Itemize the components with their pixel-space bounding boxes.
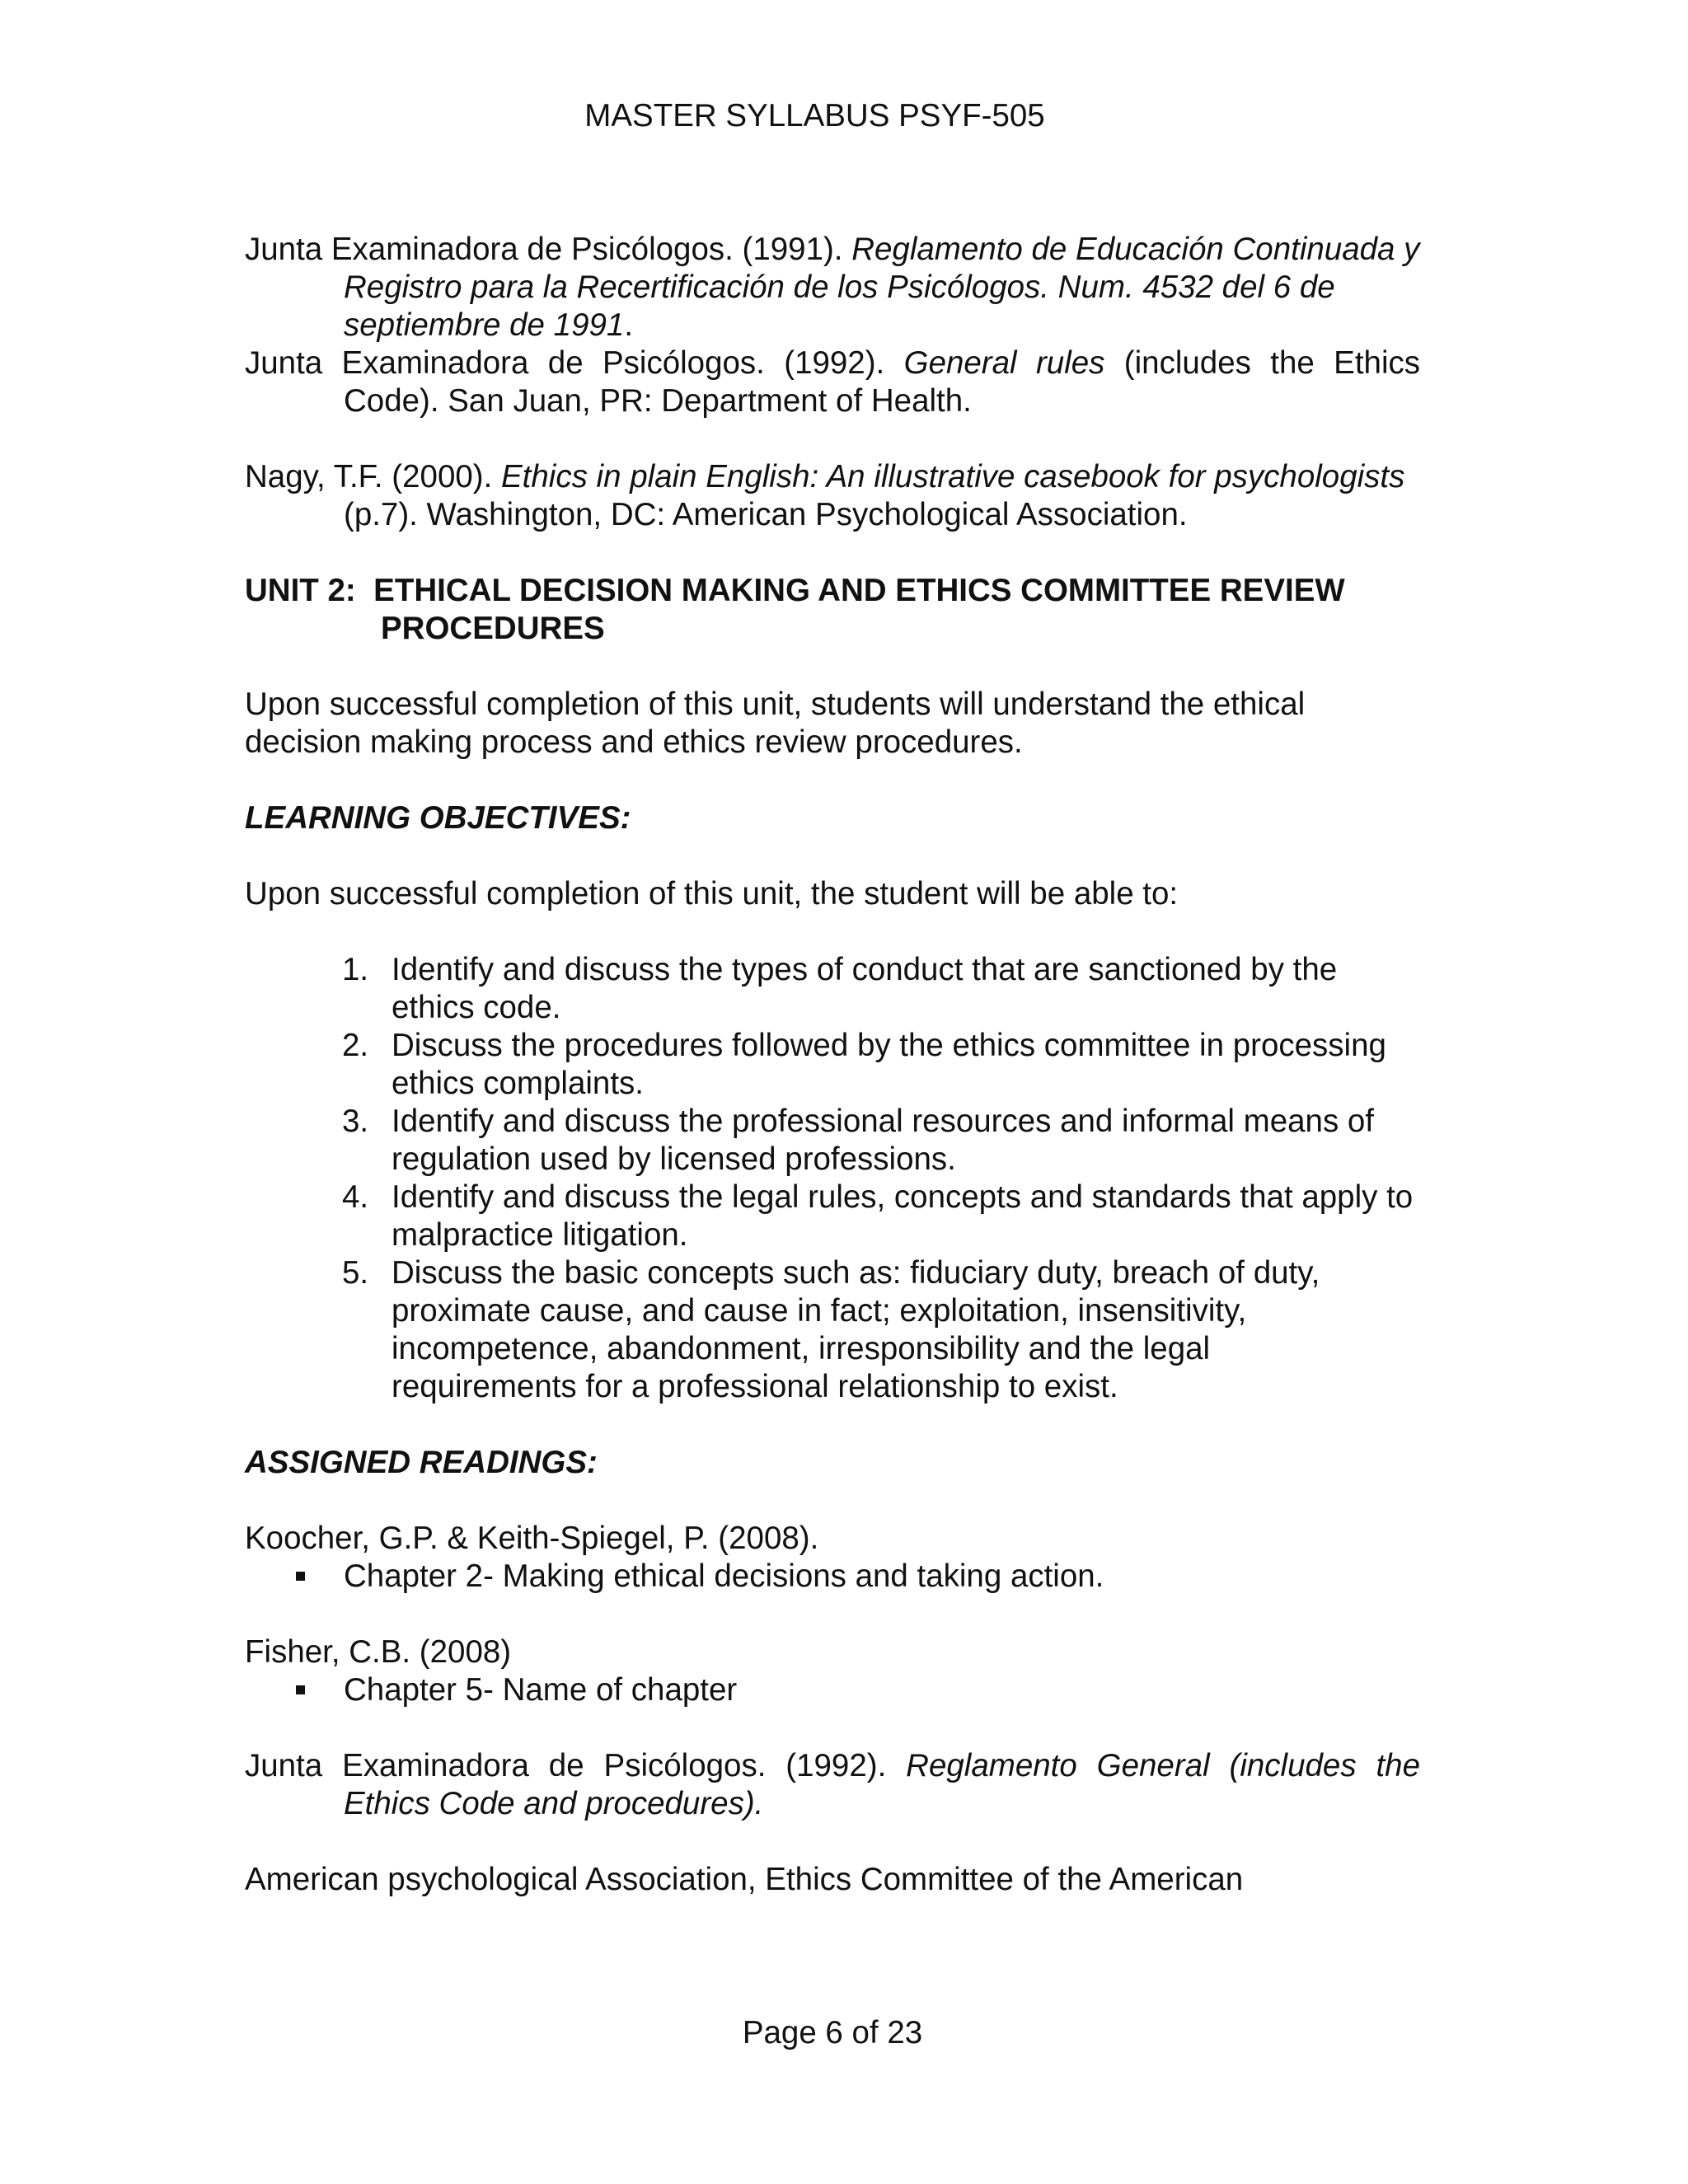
reading-junta-1992 [245,1747,1420,1823]
page-content [245,231,1420,1899]
reference-author: Junta Examinadora de Psicólogos. (1992). [245,345,904,381]
spacer [245,1823,1420,1861]
reference-title: Reglamento de Educación Continuada y Registro para la Recertificación de los Psicólogos. Num. 4532 del 6 de septiembre de 1991 [344,232,1420,343]
objective-text: Identify and discuss the legal rules, concepts and standards that apply to malpractice litigation. [392,1179,1414,1253]
objective-number: 1. [342,952,369,987]
objective-number: 5. [342,1255,369,1291]
reading-chapter-item [245,1558,1420,1596]
reading-apa: American psychological Association, Ethics Committee of the American [245,1862,1244,1897]
reference-title: General rules [903,345,1105,381]
objective-item [245,1179,1420,1254]
objectives-lead: Upon successful completion of this unit, the student will be able to: [245,876,1179,912]
page-footer: Page 6 of 23 [742,2015,923,2050]
reference-tail: . [624,307,634,343]
square-bullet-icon [296,1685,305,1694]
reference-tail: (p.7). Washington, DC: American Psychological Association. [344,497,1188,532]
reference-tail: (includes the Ethics Code). San Juan, PR: Department of Health. [344,345,1420,419]
spacer [245,1482,1420,1520]
unit-title-line-2: PROCEDURES [381,611,605,646]
reading-fisher: Fisher, C.B. (2008) [245,1634,512,1670]
unit-number: UNIT 2: [245,573,374,608]
spacer [245,762,1420,799]
objective-item [245,1254,1420,1406]
objective-text: Discuss the procedures followed by the ethics committee in processing ethics complaints. [392,1028,1386,1101]
objective-item [245,1103,1420,1179]
unit-heading [245,572,1420,648]
objective-item [245,1027,1420,1103]
unit-title-line-1: ETHICAL DECISION MAKING AND ETHICS COMMITTEE REVIEW [373,573,1345,608]
objective-text: Discuss the basic concepts such as: fiduciary duty, breach of duty, proximate cause, and cause in fact; exploitation, insensitivity, incompetence, abandonment, irresponsibility and the legal requirements for a professional relationship to exist. [392,1255,1320,1404]
reference-junta-1992 [245,344,1420,420]
reference-title: Ethics in plain English: An illustrative casebook for psychologists [501,459,1405,494]
square-bullet-icon [296,1572,305,1581]
spacer [245,913,1420,951]
spacer [245,648,1420,686]
reference-title: Reglamento General (includes the Ethics Code and procedures). [344,1748,1421,1821]
spacer [245,1406,1420,1444]
spacer [245,534,1420,572]
assigned-readings-heading: ASSIGNED READINGS: [245,1445,598,1480]
spacer [245,1596,1420,1633]
reading-koocher: Koocher, G.P. & Keith-Spiegel, P. (2008). [245,1521,819,1556]
objective-number: 2. [342,1028,369,1063]
fisher-chapters [245,1671,1420,1709]
reference-author: Nagy, T.F. (2000). [245,459,501,494]
koocher-chapters [245,1558,1420,1596]
objective-text: Identify and discuss the types of conduct that are sanctioned by the ethics code. [392,952,1338,1025]
page-header: MASTER SYLLABUS PSYF-505 [584,98,1045,134]
reading-chapter-item [245,1671,1420,1709]
reading-chapter-text: Chapter 5- Name of chapter [344,1672,738,1708]
reference-nagy-2000 [245,458,1415,534]
objectives-list [245,951,1420,1406]
reference-junta-1991 [245,231,1420,344]
reference-author: Junta Examinadora de Psicólogos. (1991). [245,232,852,267]
unit-heading-line-1 [245,572,1420,610]
objective-item [245,951,1420,1027]
objective-text: Identify and discuss the professional resources and informal means of regulation used by licensed professions. [392,1104,1374,1177]
reference-author: Junta Examinadora de Psicólogos. (1992). [245,1748,907,1783]
spacer [245,1709,1420,1747]
unit-intro: Upon successful completion of this unit, students will understand the ethical decision making process and ethics review procedures. [245,687,1306,760]
learning-objectives-heading: LEARNING OBJECTIVES: [245,800,631,836]
spacer [245,420,1420,458]
objective-number: 3. [342,1104,369,1139]
reading-chapter-text: Chapter 2- Making ethical decisions and taking action. [344,1558,1104,1594]
spacer [245,837,1420,875]
objective-number: 4. [342,1179,369,1215]
